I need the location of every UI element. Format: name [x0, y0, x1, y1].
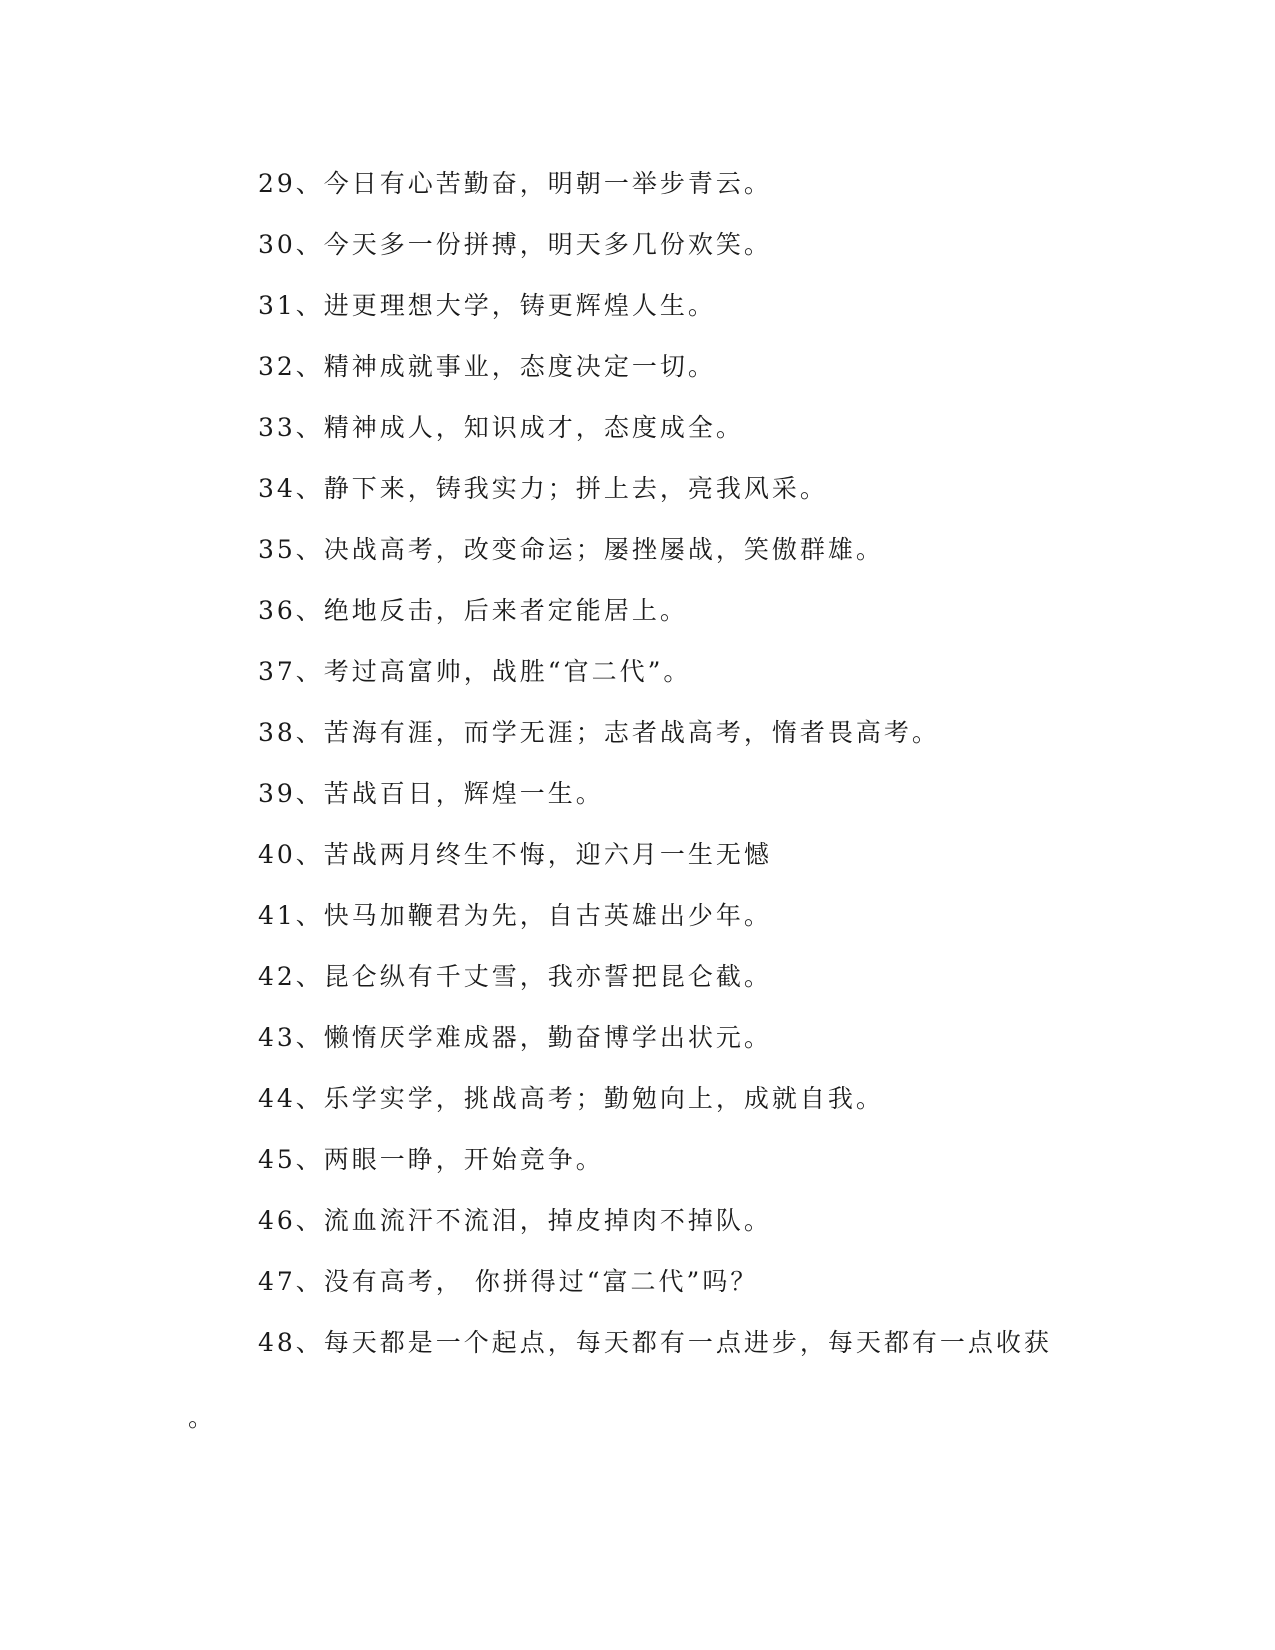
slogan-line-45: 45、两眼一睁，开始竞争。 [258, 1145, 604, 1174]
slogan-line-40: 40、苦战两月终生不悔，迎六月一生无憾 [258, 840, 772, 869]
slogan-line-29: 29、今日有心苦勤奋，明朝一举步青云。 [258, 169, 772, 198]
slogan-line-44: 44、乐学实学，挑战高考；勤勉向上，成就自我。 [258, 1084, 884, 1113]
slogan-line-34: 34、静下来，铸我实力；拼上去，亮我风采。 [258, 474, 828, 503]
slogan-line-32: 32、精神成就事业，态度决定一切。 [258, 352, 716, 381]
slogan-line-31: 31、进更理想大学，铸更辉煌人生。 [258, 291, 716, 320]
slogan-line-33: 33、精神成人，知识成才，态度成全。 [258, 413, 744, 442]
slogan-line-43: 43、懒惰厌学难成器，勤奋博学出状元。 [258, 1023, 772, 1052]
slogan-list [258, 166, 1078, 1386]
slogan-line-46: 46、流血流汗不流泪，掉皮掉肉不掉队。 [258, 1206, 772, 1235]
slogan-line-47: 47、没有高考， 你拼得过“富二代”吗？ [258, 1267, 759, 1296]
slogan-line-38: 38、苦海有涯，而学无涯；志者战高考，惰者畏高考。 [258, 718, 940, 747]
slogan-line-41: 41、快马加鞭君为先，自古英雄出少年。 [258, 901, 772, 930]
slogan-line-42: 42、昆仑纵有千丈雪，我亦誓把昆仑截。 [258, 962, 772, 991]
slogan-line-30: 30、今天多一份拼搏，明天多几份欢笑。 [258, 230, 772, 259]
trailing-period: 。 [188, 1403, 214, 1432]
slogan-line-37: 37、考过高富帅，战胜“官二代”。 [258, 657, 692, 686]
slogan-line-35: 35、决战高考，改变命运；屡挫屡战，笑傲群雄。 [258, 535, 884, 564]
slogan-line-36: 36、绝地反击，后来者定能居上。 [258, 596, 688, 625]
slogan-line-48: 48、每天都是一个起点，每天都有一点进步，每天都有一点收获 [258, 1328, 1052, 1357]
slogan-line-39: 39、苦战百日，辉煌一生。 [258, 779, 604, 808]
